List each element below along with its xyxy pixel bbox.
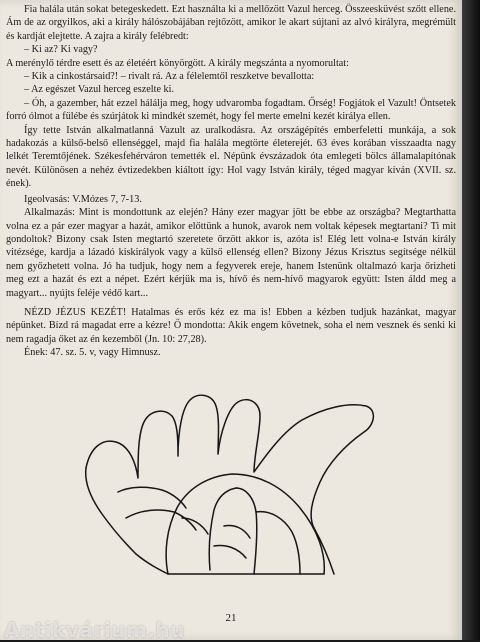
paragraph: – Az egészet Vazul herceg eszelte ki.	[24, 84, 175, 96]
page-number: 21	[225, 612, 237, 624]
paragraph: Igeolvasás: V.Mózes 7, 7-13.	[24, 193, 142, 205]
paragraph: A merénylő térdre esett és az életéért könyörgött. A király megszánta a nyomorultat:	[6, 57, 349, 69]
paragraph: – Ki az? Ki vagy?	[24, 44, 98, 56]
paragraph: Ének: 47. sz. 5. v, vagy Himnusz.	[24, 347, 161, 359]
paragraph: – Kik a cinkostársaid?! – rivalt rá. Az a félelemtől reszketve bevallotta:	[24, 71, 315, 83]
watermark-logo: Antikvárium.hu	[4, 618, 185, 642]
paragraph: NÉZD JÉZUS KEZÉT! Hatalmas és erős kéz ez ma is! Ebben a kézben tudjuk hazánkat, magyar népünket. Bízd rá magadat erre a kézre! Ő mondotta: Akik engem követnek, soha el nem vesznek és senki ki nem ragadja őket az én kezemből (Jn. 10: 27,28).	[6, 306, 456, 345]
page-text	[6, 3, 456, 360]
paragraph: Így tette István alkalmatlanná Vazult az uralkodásra. Az országépítés emberfeletti munkája, a sok hadakozás a külső-belső ellenséggel, majd fia halála megtörte életerejét. 63 éves korában visszaadta nagy lelkét Teremtőjének. Székesfehérváron temették el. Népünk évszázadok óta emlegeti bölcs államalapítónak nevét. Különösen a nehéz évtizedekben kiáltott így: Hol vagy István király, téged magyar kíván (XVII. sz. ének).	[6, 124, 456, 190]
page-edge-shadow	[462, 0, 480, 640]
hand-sketch-icon	[78, 368, 378, 580]
paragraph: Alkalmazás: Mint is mondottunk az elején? Hány ezer magyar jött be ebbe az országba? Megtarthatta volna ez a pár ezer magyar a hazát, amikor előttünk a hunok, avarok nem voltak képesek megtartani? Ti mit gondoltok? Bizony csak Isten megtartó szeretete őrzött akkor is, azóta is! Elég lett volna-e István király vitézsége, kardja a lázadó kiskirályok vagy a külső ellenség ellen? Bizony Jézus Krisztus segítsége nélkül nem győzhetett volna. Jó ha tudjuk, hogy nem a fegyverek ereje, hanem Istenünk oltalmazó karja őrizheti meg ezt a hazát és ezt a népet. Ezért kérjük ma is, hívő és nem-hívő magyarok együtt: Isten áldd meg a magyart... nyújts feléje védő kart...	[6, 207, 456, 299]
paragraph: – Óh, a gazember, hát ezzel hálálja meg, hogy udvaromba fogadtam. Őrség! Fogjátok el Vazult! Öntsetek forró ólmot a fülébe és szúrjátok ki mindkét szemét, hogy fel merte emelni kezét királya ellen.	[6, 97, 456, 123]
paragraph: Fia halála után sokat betegeskedett. Ezt használta ki a mellőzött Vazul herceg. Összeesküvést szőtt ellene. Ám de az orgyilkos, aki a király hálószobájában rejtőzött, amikor le akart sújtani az alvó királyra, megrémült és kardját elejtette. A zajra a király felébredt:	[6, 4, 456, 42]
